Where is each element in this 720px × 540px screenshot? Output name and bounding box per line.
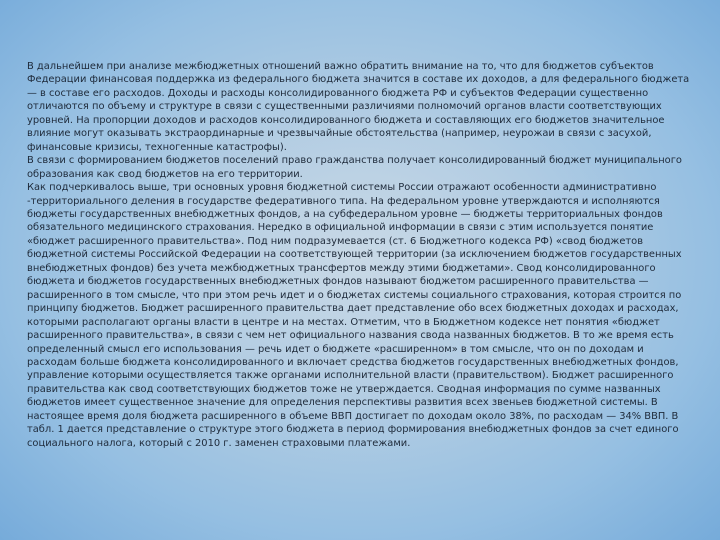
slide-body-text (27, 60, 695, 450)
paragraph-2: В связи с формированием бюджетов поселений право гражданства получает консолидированный бюджет муниципального образования как свод бюджетов на его территории. (27, 155, 682, 180)
paragraph-1: В дальнейшем при анализе межбюджетных отношений важно обратить внимание на то, что для бюджетов субъектов Федерации финансовая поддержка из федерального бюджета значится в составе их доходов, а для федерального бюджета — в составе его расходов. Доходы и расходы консолидированного бюджета РФ и субъектов Федерации существенно отличаются по объему и структуре в связи с существенными различиями полномочий органов власти соответствующих уровней. На пропорции доходов и расходов консолидированного бюджета и составляющих его бюджетов значительное влияние могут оказывать экстраординарные и чрезвычайные обстоятельства (например, неурожаи в связи с засухой, финансовые кризисы, техногенные катастрофы). (27, 61, 690, 153)
paragraph-3: Как подчеркивалось выше, три основных уровня бюджетной системы России отражают особенности административно -территориального деления в государстве федеративного типа. На федеральном уровне утверждаются и исполняются бюджеты государственных внебюджетных фондов, а на субфедеральном уровне — бюджеты территориальных фондов обязательного медицинского страхования. Нередко в официальной информации в связи с этим используется понятие «бюджет расширенного правительства». Под ним подразумевается (ст. 6 Бюджетного кодекса РФ) «свод бюджетов бюджетной системы Российской Федерации на соответствующей территории (за исключением бюджетов государственных внебюджетных фондов) без учета межбюджетных трансфертов между этими бюджетами». Свод консолидированного бюджета и бюджетов государственных внебюджетных фондов называют бюджетом расширенного правительства — расширенного в том смысле, что при этом речь идет и о бюджетах системы социального страхования, которая строится по принципу бюджетов. Бюджет расширенного правительства дает представление обо всех бюджетных доходах и расходах, которыми располагают органы власти в центре и на местах. Отметим, что в Бюджетном кодексе нет понятия «бюджет расширенного правительства», в связи с чем нет официального названия свода названных бюджетов. В то же время есть определенный смысл его использования — речь идет о бюджете «расширенном» в том смысле, что он по доходам и расходам больше бюджета консолидированного и включает средства бюджетов государственных внебюджетных фондов, управление которыми осуществляется также органами исполнительной власти (правительством). Бюджет расширенного правительства как свод соответствующих бюджетов тоже не утверждается. Сводная информация по сумме названных бюджетов имеет существенное значение для определения перспективы развития всех звеньев бюджетной системы. В настоящее время доля бюджета расширенного в объеме ВВП достигает по доходам около 38%, по расходам — 34% ВВП. В табл. 1 дается представление о структуре этого бюджета в период формирования внебюджетных фондов за счет единого социального налога, который с 2010 г. заменен страховыми платежами. (27, 182, 682, 449)
